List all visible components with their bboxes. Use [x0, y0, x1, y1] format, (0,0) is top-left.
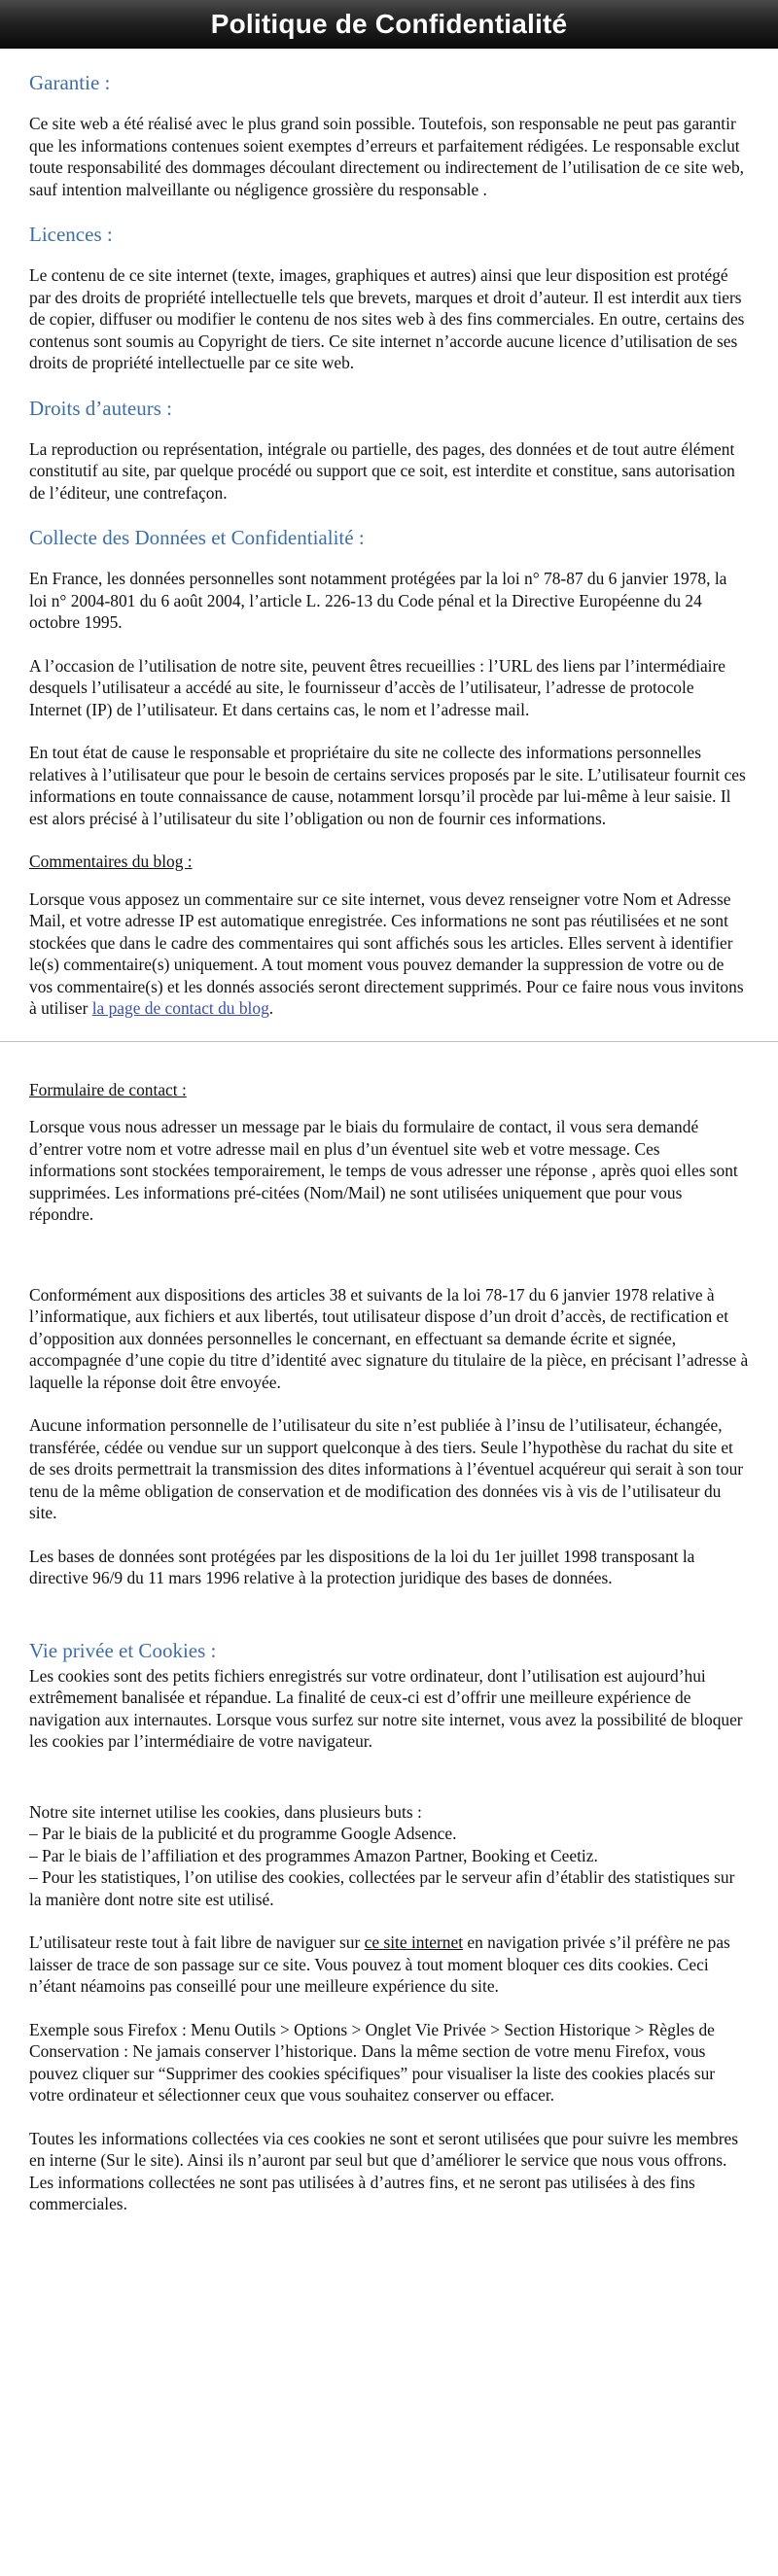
section-garantie	[29, 70, 749, 200]
list-item: – Pour les statistiques, l’on utilise des cookies, collectées par le serveur afin d’établir des statistiques sur la manière dont notre site est utilisé.	[29, 1867, 735, 1909]
paragraph: Les bases de données sont protégées par les dispositions de la loi du 1er juillet 1998 transposant la directive 96/9 du 11 mars 1996 relative à la protection juridique des bases de données.	[29, 1546, 695, 1587]
paragraph: Aucune information personnelle de l’utilisateur du site n’est publiée à l’insu de l’utilisateur, échangée, transférée, cédée ou vendue sur un support quelconque à des tiers. Seule l’hypothèse du rachat du site et de ses droits permettrait la transmission des dites informations à l’éventuel acquéreur qui serait à son tour tenu de la même obligation de conservation et de modification des données vis à vis de l’utilisateur du site.	[29, 1415, 744, 1522]
paragraph-text: L’utilisateur reste tout à fait libre de naviguer sur	[29, 1932, 365, 1952]
subsection-heading: Commentaires du blog :	[29, 852, 193, 871]
section-collecte	[29, 525, 749, 829]
paragraph: Toutes les informations collectées via ces cookies ne sont et seront utilisées que pour suivre les membres en interne (Sur le site). Ainsi ils n’auront par seul but que d’améliorer le service que nous vous offrons. Les informations collectées ne sont pas utilisées à d’autres fins, et ne seront pas utilisées à des fins commerciales.	[29, 2128, 738, 2213]
section-heading: Droits d’auteurs :	[29, 396, 172, 420]
list-item: – Par le biais de l’affiliation et des programmes Amazon Partner, Booking et Ceetiz.	[29, 1845, 598, 1865]
section-heading: Garantie :	[29, 71, 111, 94]
subsection-heading: Formulaire de contact :	[29, 1079, 187, 1099]
paragraph: Lorsque vous nous adresser un message par le biais du formulaire de contact, il vous sera demandé d’entrer votre nom et votre adresse mail en plus d’un éventuel site web et votre message. Ces informations sont stockées temporairement, le temps de vous adresser une réponse , après quoi elles sont supprimées. Les informations pré-citées (Nom/Mail) ne sont utilisées uniquement que pour vous répondre.	[29, 1117, 738, 1224]
page-header	[0, 0, 778, 49]
paragraph: En France, les données personnelles sont notamment protégées par la loi n° 78-87 du 6 janvier 1978, la loi n° 2004-801 du 6 août 2004, l’article L. 226-13 du Code pénal et la Directive Européenne du 24 octobre 1995.	[29, 569, 727, 632]
paragraph: Les cookies sont des petits fichiers enregistrés sur votre ordinateur, dont l’utilisation est aujourd’hui extrêmement banalisée et répandue. La finalité de ceux-ci est d’offrir une meilleure expérience de navigation aux internautes. Lorsque vous surfez sur notre site internet, vous avez la possibilité de bloquer les cookies par l’intermédiaire de votre navigateur.	[29, 1665, 743, 1751]
contact-page-link[interactable]: la page de contact du blog	[91, 998, 269, 1018]
section-vie-privee-cookies	[29, 1638, 749, 2215]
section-heading: Licences :	[29, 223, 113, 246]
paragraph: Conformément aux dispositions des articles 38 et suivants de la loi 78-17 du 6 janvier 1978 relative à l’informatique, aux fichiers et aux libertés, tout utilisateur dispose d’un droit d’accès, de rectification et d’opposition aux données personnelles le concernant, en effectuant sa demande écrite et signée, accompagnée d’une copie du titre d’identité avec signature du titulaire de la pièce, en précisant l’adresse à laquelle la réponse doit être envoyée.	[29, 1284, 749, 1392]
list-item: – Par le biais de la publicité et du programme Google Adsence.	[29, 1824, 457, 1843]
paragraph: En tout état de cause le responsable et propriétaire du site ne collecte des informations personnelles relatives à l’utilisateur que pour le besoin de certains services proposés par le site. L’utilisateur fournit ces informations en toute connaissance de cause, notamment lorsqu’il procède par lui-même à leur saisie. Il est alors précisé à l’utilisateur du site l’obligation ou non de fournir ces informations.	[29, 743, 746, 828]
section-heading: Collecte des Données et Confidentialité :	[29, 526, 365, 549]
paragraph: Ce site web a été réalisé avec le plus grand soin possible. Toutefois, son responsable ne peut pas garantir que les informations contenues soient exemptes d’erreurs et parfaitement rédigées. Le responsable exclut toute responsabilité des dommages découlant directement ou indirectement de l’utilisation de ce site web, sauf intention malveillante ou négligence grossière du responsable .	[29, 114, 745, 199]
paragraph: La reproduction ou représentation, intégrale ou partielle, des pages, des données et de tout autre élément constitutif au site, par quelque procédé ou support que ce soit, est interdite et constitue, sans autorisation de l’éditeur, une contrefaçon.	[29, 438, 735, 503]
divider	[0, 1041, 778, 1042]
section-commentaires-blog	[29, 851, 749, 1020]
page-title: Politique de Confidentialité	[210, 9, 568, 39]
paragraph-text: en navigation privée s’il préfère ne pas laisser de trace de son passage sur ce site. Vous pouvez à tout moment bloquer ces dits cookies. Ceci n’étant néamoins pas conseillé pour une meilleure expérience du site.	[29, 1932, 730, 1996]
paragraph-end: .	[268, 998, 274, 1018]
section-licences	[29, 222, 749, 374]
paragraph-text: Lorsque vous apposez un commentaire sur ce site internet, vous devez renseigner votre Nom et Adresse Mail, et votre adresse IP est automatique enregistrée. Ces informations ne sont pas réutilisées et ne sont stockées que dans le cadre des commentaires qui sont affichés sous les articles. Elles servent à identifier le(s) commentaire(s) uniquement. A tout moment vous pouvez demander la suppression de votre ou de vos commentaire(s) et les donnés associés seront directement supprimés. Pour ce faire nous vous invitons à utiliser	[29, 888, 744, 1018]
section-heading: Vie privée et Cookies :	[29, 1638, 217, 1662]
paragraph: A l’occasion de l’utilisation de notre site, peuvent êtres recueillies : l’URL des liens par l’intermédiaire desquels l’utilisateur a accédé au site, le fournisseur d’accès de l’utilisateur, l’adresse de protocole Internet (IP) de l’utilisateur. Et dans certains cas, le nom et l’adresse mail.	[29, 655, 726, 719]
paragraph	[29, 1932, 749, 1998]
cookie-purposes	[29, 1801, 749, 1911]
section-formulaire-contact	[29, 1079, 749, 1589]
paragraph: Exemple sous Firefox : Menu Outils > Options > Onglet Vie Privée > Section Historique > Règles de Conservation : Ne jamais conserver l’historique. Dans la même section de votre menu Firefox, vous pouvez cliquer sur “Supprimer des cookies spécifiques” pour visualiser la liste des cookies placés sur votre ordinateur et sélectionner ceux que vous souhaitez conserver ou effacer.	[29, 2019, 716, 2105]
site-internet-link[interactable]: ce site internet	[364, 1932, 464, 1952]
paragraph	[29, 888, 749, 1020]
paragraph: Le contenu de ce site internet (texte, images, graphiques et autres) ainsi que leur disposition est protégé par des droits de propriété intellectuelle tels que brevets, marques et droit d’auteur. Il est interdit aux tiers de copier, diffuser ou modifier le contenu de nos sites web à des fins commerciales. En outre, certains des contenus sont soumis au Copyright de tiers. Ce site internet n’accorde aucune licence d’utilisation de ses droits de propriété intellectuelle par ce site web.	[29, 265, 745, 372]
section-droits-auteurs	[29, 396, 749, 505]
policy-content	[0, 49, 778, 2215]
paragraph-text: Notre site internet utilise les cookies, dans plusieurs buts :	[29, 1801, 422, 1822]
